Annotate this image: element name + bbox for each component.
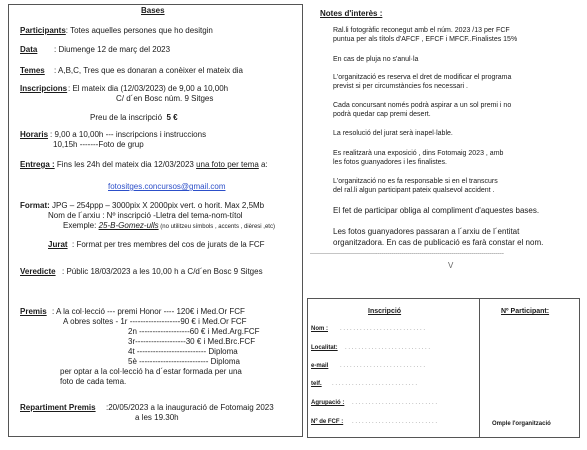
repartiment-text-1: :20/05/2023 a la inauguració de Fotomaig 2023 (106, 403, 274, 412)
participants-row (20, 26, 213, 35)
premis-note-1: per optar a la col·lecció ha d´estar formada per una (60, 367, 242, 376)
note-6-line-0: L'organització no es fa responsable si en el transcurs (333, 178, 498, 185)
entrega-emphasis: una foto per tema (196, 160, 259, 169)
jurat-text: : Format per tres membres del cos de jurats de la FCF (72, 240, 265, 249)
note-8-line-1: organitzadora. En cas de publicació es farà constar el nom. (333, 238, 544, 247)
format-example-label: Exemple: (63, 221, 99, 230)
form-column-divider (479, 298, 480, 437)
organization-fill-label: Omple l'organització (492, 421, 551, 427)
format-line1: JPG – 254ppp – 3000pix X 2000pix vert. o horit. Max 2,5Mb (49, 201, 265, 210)
inscripcio-title: Inscripció (368, 308, 402, 315)
bases-title: Bases (141, 6, 165, 15)
premis-line-2: 2n -------------------60 € i Med.Arg.FCF (128, 327, 260, 336)
premis-line-4: 4t -------------------------- Diploma (128, 347, 238, 356)
horaris-label: Horaris (20, 130, 49, 139)
premis-label: Premis (20, 307, 47, 316)
temes-label: Temes (20, 66, 45, 75)
format-row (20, 201, 264, 210)
premis-line-1: A obres soltes - 1r -------------------90 € i Med.Or FCF (63, 317, 247, 326)
preu-value: 5 € (166, 113, 178, 122)
repartiment-text-2: a les 19.30h (135, 413, 179, 422)
note-2-line-0: L'organització es reserva el dret de modificar el programa (333, 74, 512, 81)
field-nom-label: Nom : (311, 326, 328, 332)
premis-line-3: 3r-------------------30 € i Med.Brc.FCF (128, 337, 256, 346)
field-telf-input[interactable]: . . . . . . . . . . . . . . . . . . . . . . . . . . (332, 381, 418, 387)
repartiment-label: Repartiment Premis (20, 403, 96, 412)
email-link[interactable]: fotositges.concursos@gmail.com (108, 182, 226, 191)
format-line2: Nom de l´arxiu : Nº inscripció -Lletra del tema-nom-títol (48, 211, 243, 220)
horaris-line2: 10,15h -------Foto de grup (53, 140, 144, 149)
preu-text: Preu de la inscripció (90, 113, 163, 122)
temes-text: : A,B,C, Tres que es donaran a conèixer el mateix dia (54, 66, 243, 75)
entrega-label: Entrega : (20, 160, 55, 169)
data-text: : Diumenge 12 de març del 2023 (54, 45, 171, 54)
format-example-row (63, 221, 275, 230)
note-6-line-1: del ral.li algun participant pateix qualsevol accident . (333, 187, 495, 194)
field-email-input[interactable]: . . . . . . . . . . . . . . . . . . . . . . . . . . (340, 363, 426, 369)
field-fcf-label: Nº de FCF : (311, 419, 344, 425)
data-label: Data (20, 45, 38, 54)
note-0-line-0: Ral.li fotogràfic reconegut amb el núm. 2023 /13 per FCF (333, 27, 510, 34)
field-localitat-input[interactable]: . . . . . . . . . . . . . . . . . . . . . . . . . . (345, 345, 431, 351)
participants-text: : Totes aquelles persones que ho desitgin (65, 26, 213, 35)
veredicte-text: : Públic 18/03/2023 a les 10,00 h a C/d´en Bosc 9 Sitges (62, 267, 263, 276)
format-label: Format: (20, 201, 50, 210)
note-2-line-1: previst si per circumstàncies fos necessari . (333, 83, 468, 90)
field-email-label: e-mail (311, 363, 329, 369)
field-agrupacio-input[interactable]: . . . . . . . . . . . . . . . . . . . . . . . . . . (352, 400, 438, 406)
note-8-line-0: Les fotos guanyadores passaran a l´arxiu de l´entitat (333, 227, 520, 236)
field-telf-label: telf. (311, 381, 322, 387)
field-nom-input[interactable]: . . . . . . . . . . . . . . . . . . . . . . . . . . (340, 326, 426, 332)
jurat-label: Jurat (48, 240, 68, 249)
inscripcions-label: Inscripcions (20, 84, 68, 93)
notes-title: Notes d'interès : (320, 9, 383, 18)
field-fcf-input[interactable]: . . . . . . . . . . . . . . . . . . . . . . . . . . (352, 419, 438, 425)
note-5-line-0: Es realitzarà una exposició , dins Fotomaig 2023 , amb (333, 150, 504, 157)
note-5-line-1: les fotos guanyadores i les finalistes. (333, 159, 448, 166)
premis-line-5: 5è -------------------------- Diploma (128, 357, 240, 366)
entrega-text: Fins les 24h del mateix dia 12/03/2023 (54, 160, 197, 169)
inscripcions-line2: C/ d´en Bosc núm. 9 Sitges (116, 94, 214, 103)
notes-v-mark: V (448, 261, 454, 270)
field-localitat-label: Localitat: (311, 345, 338, 351)
preu-row (90, 113, 178, 122)
note-3-line-1: podrà quedar cap premi desert. (333, 111, 431, 118)
format-example-note: (no utilitzeu símbols , accents , dièresi ,etc) (158, 224, 275, 230)
num-participant-title: Nº Participant: (501, 308, 550, 315)
participants-label: Participants (20, 26, 66, 35)
veredicte-label: Veredicte (20, 267, 56, 276)
note-7-line-0: El fet de participar obliga al compliment d'aquestes bases. (333, 206, 540, 215)
field-agrupacio-label: Agrupació : (311, 400, 345, 406)
entrega-row (20, 160, 268, 169)
horaris-line1: : 9,00 a 10,00h --- inscripcions i instruccions (50, 130, 207, 139)
note-0-line-1: puntua per als títols d'AFCF , EFCF i MFCF..Finalistes 15% (333, 36, 518, 43)
premis-note-2: foto de cada tema. (60, 377, 127, 386)
format-example: 25-B-Gomez-ulls (98, 221, 159, 230)
inscripcions-line1: : El mateix dia (12/03/2023) de 9,00 a 10,00h (68, 84, 229, 93)
premis-line-0: : A la col·lecció --- premi Honor ---- 120€ i Med.Or FCF (52, 307, 245, 316)
notes-dash-separator: ------------------------------------------------------------------------------------------------- (310, 251, 504, 257)
note-4-line-0: La resolució del jurat serà inapel·lable. (333, 130, 453, 137)
note-1-line-0: En cas de pluja no s'anul·la (333, 56, 419, 63)
note-3-line-0: Cada concursant només podrà aspirar a un sol premi i no (333, 102, 512, 109)
entrega-tail: a: (258, 160, 268, 169)
